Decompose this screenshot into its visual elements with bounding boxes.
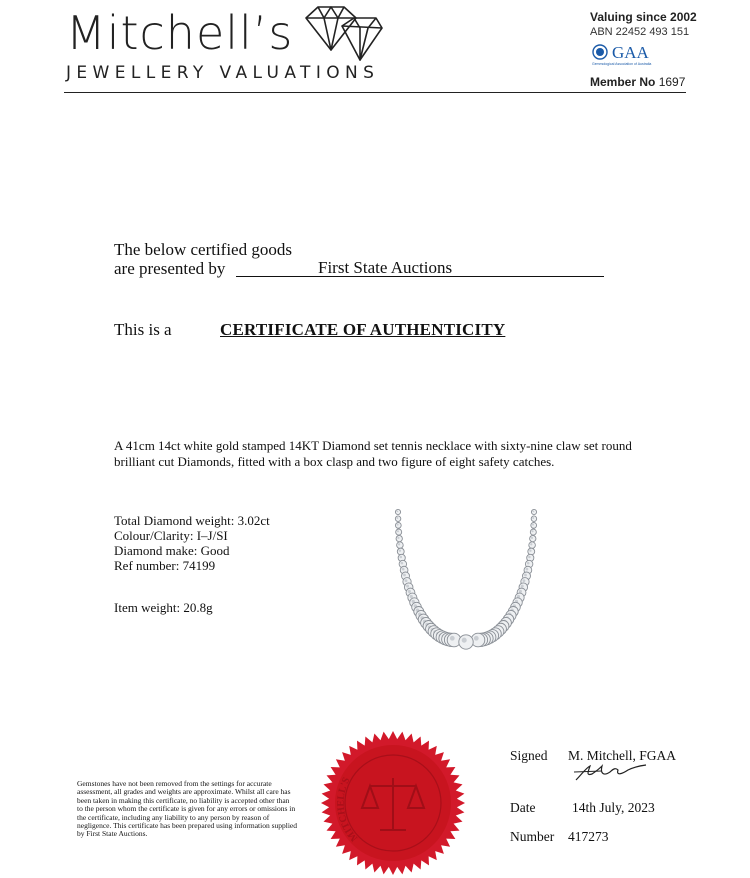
brand-name: Mitchell’s (66, 6, 294, 60)
gaa-seal-icon (592, 44, 608, 60)
total-diamond-weight: Total Diamond weight: 3.02ct (114, 513, 270, 528)
wax-seal-icon (318, 728, 468, 878)
signed-value: M. Mitchell, FGAA (568, 748, 676, 763)
ref-number: Ref number: 74199 (114, 558, 216, 573)
disclaimer-text: Gemstones have not been removed from the settings for accurate assessment, all grades and weights are approximate. Whilst all care has been taken in making this certificate, no liability is accepted other than to the person whom the certificate is given for any errors or omissions in the certificate, including any liability to any person by reason of negligence. This certificate has been prepared using information supplied by First State Auctions. (77, 779, 297, 839)
member-value: 1697 (658, 75, 686, 89)
number-value: 417273 (568, 829, 609, 844)
necklace-photo (384, 506, 548, 656)
valuing-since: Valuing since 2002 (590, 10, 697, 24)
signature-mark (572, 762, 652, 784)
colour-clarity: Colour/Clarity: I–J/SI (114, 528, 228, 543)
certificate-prefix: This is a (114, 320, 172, 339)
presented-line-1: The below certified goods (114, 240, 292, 259)
brand-subtitle: JEWELLERY VALUATIONS (66, 63, 380, 83)
date-label: Date (510, 800, 536, 815)
presenter-underline (236, 276, 604, 277)
certificate-title: CERTIFICATE OF AUTHENTICITY (220, 320, 506, 339)
header-divider (64, 92, 686, 93)
member-number (590, 75, 685, 89)
signed-label: Signed (510, 748, 548, 763)
date-value: 14th July, 2023 (572, 800, 655, 815)
diamond-logo-icon (302, 4, 384, 62)
presented-line-2: are presented by (114, 259, 226, 278)
item-description: A 41cm 14ct white gold stamped 14KT Diamond set tennis necklace with sixty-nine claw set round brilliant cut Diamonds, fitted with a box clasp and two figure of eight safety catches. (114, 438, 632, 469)
presenter-name: First State Auctions (318, 258, 453, 277)
member-label: Member No (590, 75, 656, 89)
diamond-make: Diamond make: Good (114, 543, 230, 558)
abn-number: ABN 22452 493 151 (590, 26, 690, 38)
gaa-label: GAA (612, 43, 649, 62)
number-label: Number (510, 829, 555, 844)
item-weight: Item weight: 20.8g (114, 600, 213, 615)
seal-text: MITCHELL'S (335, 775, 361, 844)
gaa-fullname: Gemmological Association of Australia (592, 62, 652, 66)
